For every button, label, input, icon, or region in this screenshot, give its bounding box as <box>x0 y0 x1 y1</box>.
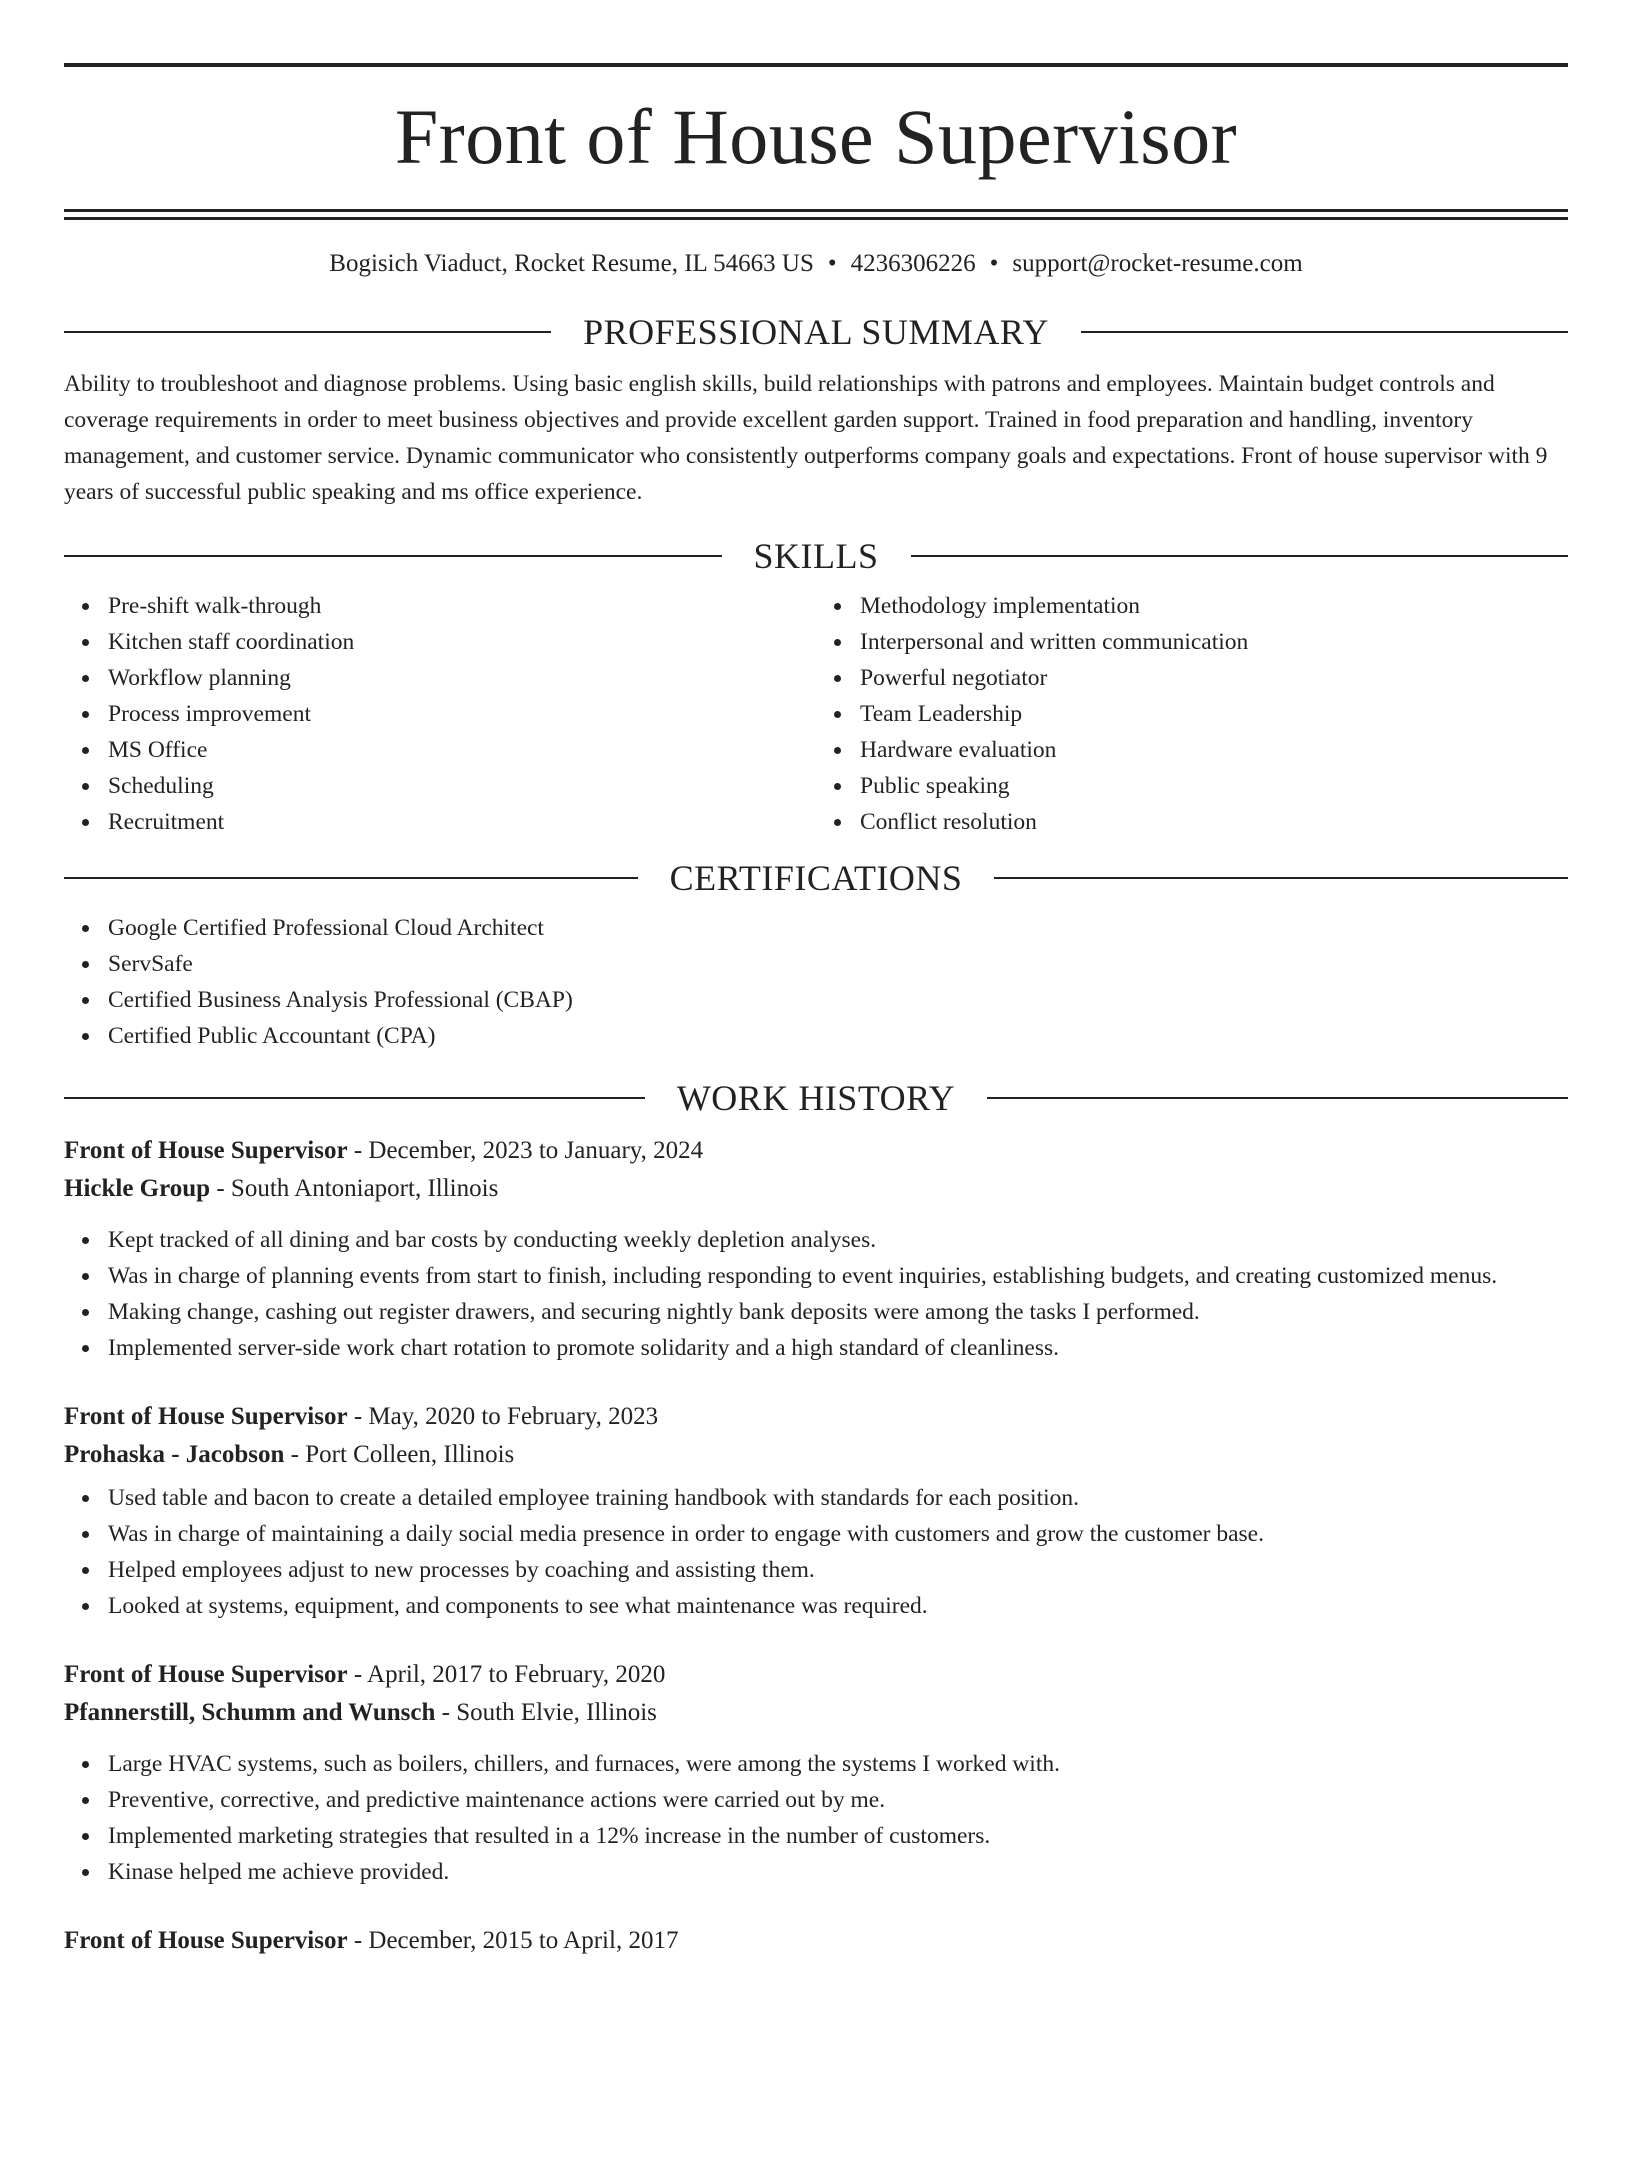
skill-item: Process improvement <box>108 696 816 732</box>
job-bullet: Making change, cashing out register drawers, and securing nightly bank deposits were among the tasks I performed. <box>108 1294 1568 1330</box>
skill-item: Workflow planning <box>108 660 816 696</box>
job-bullets <box>64 1222 1568 1366</box>
skill-item: Kitchen staff coordination <box>108 624 816 660</box>
skill-item: Hardware evaluation <box>860 732 1568 768</box>
job-title-line <box>64 1398 1568 1436</box>
job-title-line <box>64 1656 1568 1694</box>
job-bullet: Kinase helped me achieve provided. <box>108 1854 1568 1890</box>
certification-item: Certified Public Accountant (CPA) <box>108 1018 1568 1054</box>
job-title: Front of House Supervisor <box>64 1927 348 1954</box>
certification-item: Certified Business Analysis Professional (CBAP) <box>108 982 1568 1018</box>
resume-page <box>0 63 1632 2175</box>
candidate-title: Front of House Supervisor <box>394 93 1238 180</box>
job-dates: May, 2020 to February, 2023 <box>368 1403 659 1430</box>
skills-grid <box>64 588 1568 840</box>
heading-rule <box>911 555 1569 557</box>
heading-rule <box>64 331 551 333</box>
contact-separator: • <box>827 250 837 277</box>
job-company: Hickle Group <box>64 1175 211 1202</box>
job-bullet: Large HVAC systems, such as boilers, chillers, and furnaces, were among the systems I worked with. <box>108 1746 1568 1782</box>
job-title: Front of House Supervisor <box>64 1403 348 1430</box>
heading-rule <box>64 1097 645 1099</box>
job-title-line <box>64 1922 1568 1960</box>
job-dates: April, 2017 to February, 2020 <box>367 1661 666 1688</box>
dash: - <box>284 1441 306 1468</box>
section-title: WORK HISTORY <box>676 1078 956 1118</box>
section-heading-skills <box>64 534 1568 578</box>
contact-separator: • <box>989 250 999 277</box>
skill-item: Powerful negotiator <box>860 660 1568 696</box>
heading-rule <box>1081 331 1568 333</box>
skills-list-left <box>64 588 816 840</box>
contact-phone: 4236306226 <box>850 250 976 277</box>
job-dates: December, 2015 to April, 2017 <box>368 1927 679 1954</box>
skill-item: Team Leadership <box>860 696 1568 732</box>
job-title: Front of House Supervisor <box>64 1661 348 1688</box>
job-title-line <box>64 1132 1568 1170</box>
dash: - <box>210 1175 231 1202</box>
skills-list-right <box>816 588 1568 840</box>
summary-text: Ability to troubleshoot and diagnose problems. Using basic english skills, build relationships with patrons and employees. Maintain budget controls and coverage requirements in order to meet business objectives and provide excellent garden support. Trained in food preparation and handling, inventory management, and customer service. Dynamic communicator who consistently outperforms company goals and expectations. Front of house supervisor with 9 years of successful public speaking and ms office experience. <box>64 371 1548 505</box>
heading-rule <box>994 877 1568 879</box>
skill-item: Recruitment <box>108 804 816 840</box>
section-heading-work <box>64 1076 1568 1120</box>
heading-rule <box>987 1097 1568 1099</box>
dash: - <box>347 1927 369 1954</box>
heading-rule <box>64 877 638 879</box>
job-bullet: Kept tracked of all dining and bar costs by conducting weekly depletion analyses. <box>108 1222 1568 1258</box>
certifications-list <box>64 910 1568 1054</box>
skill-item: MS Office <box>108 732 816 768</box>
job-bullets <box>64 1746 1568 1890</box>
job-company-line <box>64 1436 1568 1474</box>
contact-address: Bogisich Viaduct, Rocket Resume, IL 54663 US <box>329 250 814 277</box>
job-entry <box>64 1656 1568 1890</box>
dash: - <box>347 1137 369 1164</box>
job-title: Front of House Supervisor <box>64 1137 348 1164</box>
job-location: Port Colleen, Illinois <box>305 1441 515 1468</box>
job-bullet: Used table and bacon to create a detailed employee training handbook with standards for each position. <box>108 1480 1568 1516</box>
section-title: SKILLS <box>753 536 879 576</box>
certification-item: Google Certified Professional Cloud Architect <box>108 910 1568 946</box>
section-title: PROFESSIONAL SUMMARY <box>583 312 1049 352</box>
skill-item: Interpersonal and written communication <box>860 624 1568 660</box>
dash: - <box>347 1403 369 1430</box>
job-company-line <box>64 1694 1568 1732</box>
job-company: Prohaska - Jacobson <box>64 1441 285 1468</box>
job-bullet: Was in charge of planning events from start to finish, including responding to event inquiries, establishing budgets, and creating customized menus. <box>108 1258 1568 1294</box>
skill-item: Methodology implementation <box>860 588 1568 624</box>
job-dates: December, 2023 to January, 2024 <box>368 1137 704 1164</box>
section-heading-certifications <box>64 856 1568 900</box>
job-bullet: Implemented server-side work chart rotation to promote solidarity and a high standard of cleanliness. <box>108 1330 1568 1366</box>
section-title: CERTIFICATIONS <box>669 858 963 898</box>
job-company-line <box>64 1170 1568 1208</box>
job-bullet: Looked at systems, equipment, and components to see what maintenance was required. <box>108 1588 1568 1624</box>
dash: - <box>347 1661 368 1688</box>
dash: - <box>435 1699 457 1726</box>
job-entry <box>64 1398 1568 1624</box>
skill-item: Conflict resolution <box>860 804 1568 840</box>
job-bullet: Was in charge of maintaining a daily social media presence in order to engage with customers and grow the customer base. <box>108 1516 1568 1552</box>
contact-line <box>64 248 1568 280</box>
contact-email: support@rocket-resume.com <box>1012 250 1303 277</box>
job-bullets <box>64 1480 1568 1624</box>
job-location: South Elvie, Illinois <box>456 1699 657 1726</box>
top-rule <box>64 63 1568 67</box>
job-entry <box>64 1132 1568 1366</box>
section-heading-summary <box>64 310 1568 354</box>
job-entry <box>64 1922 1568 1960</box>
job-location: South Antoniaport, Illinois <box>230 1175 499 1202</box>
job-bullet: Implemented marketing strategies that resulted in a 12% increase in the number of customers. <box>108 1818 1568 1854</box>
skill-item: Pre-shift walk-through <box>108 588 816 624</box>
double-rule <box>64 209 1568 220</box>
certification-item: ServSafe <box>108 946 1568 982</box>
skill-item: Scheduling <box>108 768 816 804</box>
job-bullet: Preventive, corrective, and predictive maintenance actions were carried out by me. <box>108 1782 1568 1818</box>
skill-item: Public speaking <box>860 768 1568 804</box>
heading-rule <box>64 555 722 557</box>
job-company: Pfannerstill, Schumm and Wunsch <box>64 1699 436 1726</box>
job-bullet: Helped employees adjust to new processes by coaching and assisting them. <box>108 1552 1568 1588</box>
